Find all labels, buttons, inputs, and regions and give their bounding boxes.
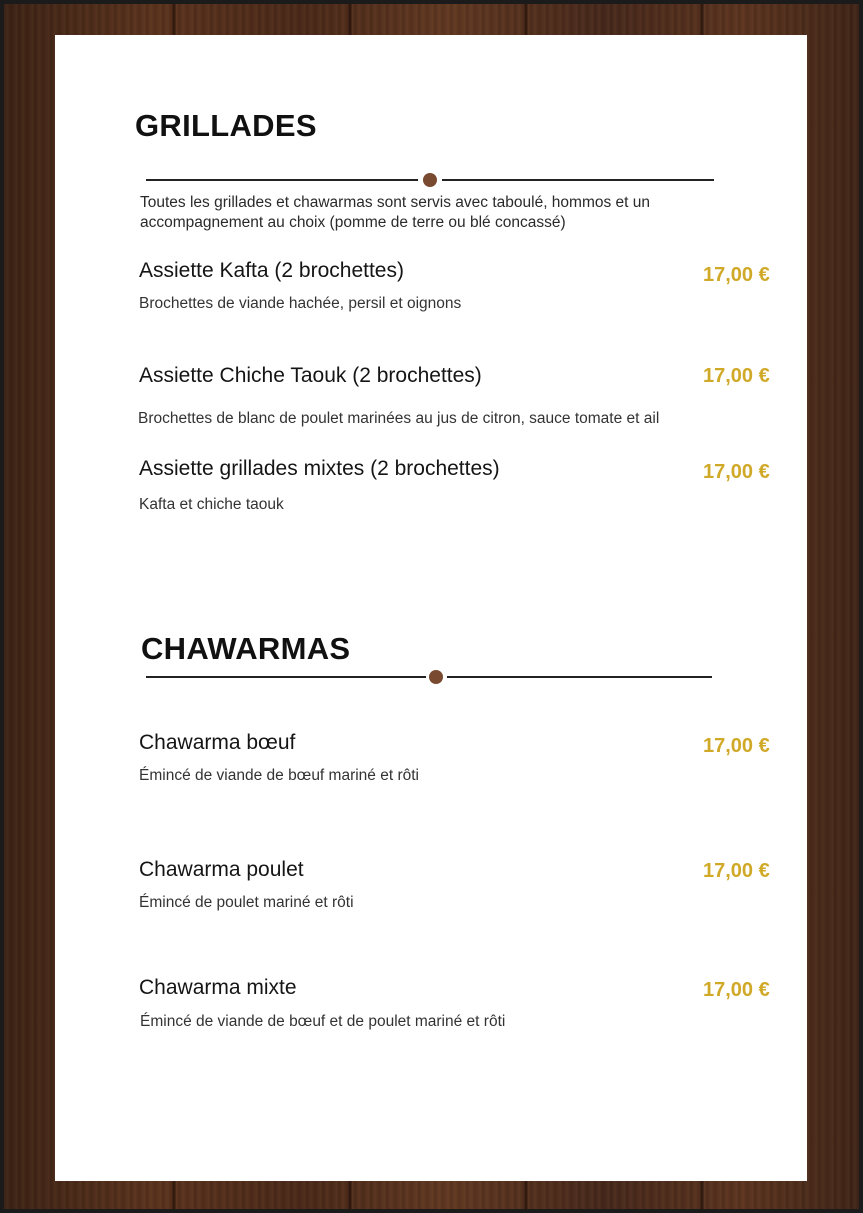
section-title-chawarmas: CHAWARMAS (141, 631, 351, 666)
section-divider (146, 670, 712, 684)
menu-item-price: 17,00 € (703, 264, 770, 286)
menu-item-description: Émincé de poulet mariné et rôti (139, 894, 354, 911)
menu-item-description: Brochettes de blanc de poulet marinées au jus de citron, sauce tomate et ail (138, 410, 660, 427)
menu-item-name: Chawarma poulet (139, 858, 304, 881)
menu-item-name: Chawarma mixte (139, 976, 297, 999)
menu-item-price: 17,00 € (703, 461, 770, 483)
menu-item-description: Émincé de viande de bœuf et de poulet mariné et rôti (140, 1013, 506, 1030)
divider-line-left (146, 179, 418, 181)
menu-item-name: Assiette Kafta (2 brochettes) (139, 259, 404, 282)
section-intro: Toutes les grillades et chawarmas sont servis avec taboulé, hommos et un accompagnement au choix (pomme de terre ou blé concassé) (140, 194, 651, 231)
section-title-grillades: GRILLADES (135, 108, 317, 143)
section-divider (146, 173, 714, 187)
menu-item-name: Assiette grillades mixtes (2 brochettes) (139, 457, 500, 480)
divider-line-right (442, 179, 714, 181)
divider-dot-icon (429, 670, 443, 684)
menu-item-name: Chawarma bœuf (139, 731, 296, 754)
menu-item-price: 17,00 € (703, 365, 770, 387)
menu-item-name: Assiette Chiche Taouk (2 brochettes) (139, 364, 482, 387)
divider-dot-icon (423, 173, 437, 187)
divider-line-left (146, 676, 426, 678)
menu-page (55, 35, 807, 1181)
menu-item-price: 17,00 € (703, 979, 770, 1001)
menu-item-description: Kafta et chiche taouk (139, 496, 284, 513)
menu-item-description: Brochettes de viande hachée, persil et oignons (139, 295, 462, 312)
menu-item-price: 17,00 € (703, 860, 770, 882)
menu-item-description: Émincé de viande de bœuf mariné et rôti (139, 767, 419, 784)
divider-line-right (447, 676, 712, 678)
menu-item-price: 17,00 € (703, 735, 770, 757)
